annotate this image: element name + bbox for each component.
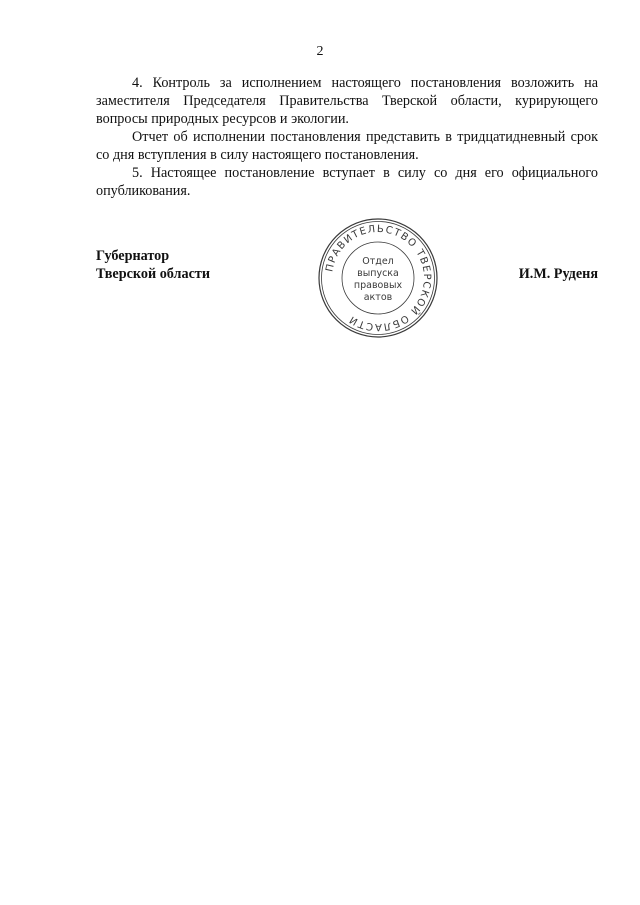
paragraph-4-control: 4. Контроль за исполнением настоящего постановления возложить на заместителя Председателя Правительства Тверской области, курирующего вопросы природных ресурсов и экологии. bbox=[96, 75, 598, 127]
document-body bbox=[96, 74, 598, 200]
seal-ring-text-path: ПРАВИТЕЛЬСТВО ТВЕРСКОЙ ОБЛАСТИ bbox=[324, 223, 433, 333]
signatory-title bbox=[96, 247, 210, 283]
signatory-name: И.М. Руденя bbox=[518, 266, 598, 282]
seal-center-line-2: выпуска bbox=[357, 268, 399, 279]
seal-center-line-4: актов bbox=[363, 292, 393, 303]
official-seal-stamp bbox=[316, 216, 440, 340]
signatory-title-line-2: Тверской области bbox=[96, 266, 211, 282]
seal-graphic bbox=[316, 216, 440, 340]
paragraph-report: Отчет об исполнении постановления представить в тридцатидневный срок со дня вступления в силу настоящего постановления. bbox=[96, 129, 598, 163]
seal-center-line-3: правовых bbox=[353, 280, 403, 291]
seal-center-line-1: Отдел bbox=[362, 256, 394, 267]
paragraph-5-effective: 5. Настоящее постановление вступает в силу со дня его официального опубликования. bbox=[96, 165, 598, 199]
signatory-title-line-1: Губернатор bbox=[96, 248, 170, 264]
page-number: 2 bbox=[316, 44, 324, 59]
